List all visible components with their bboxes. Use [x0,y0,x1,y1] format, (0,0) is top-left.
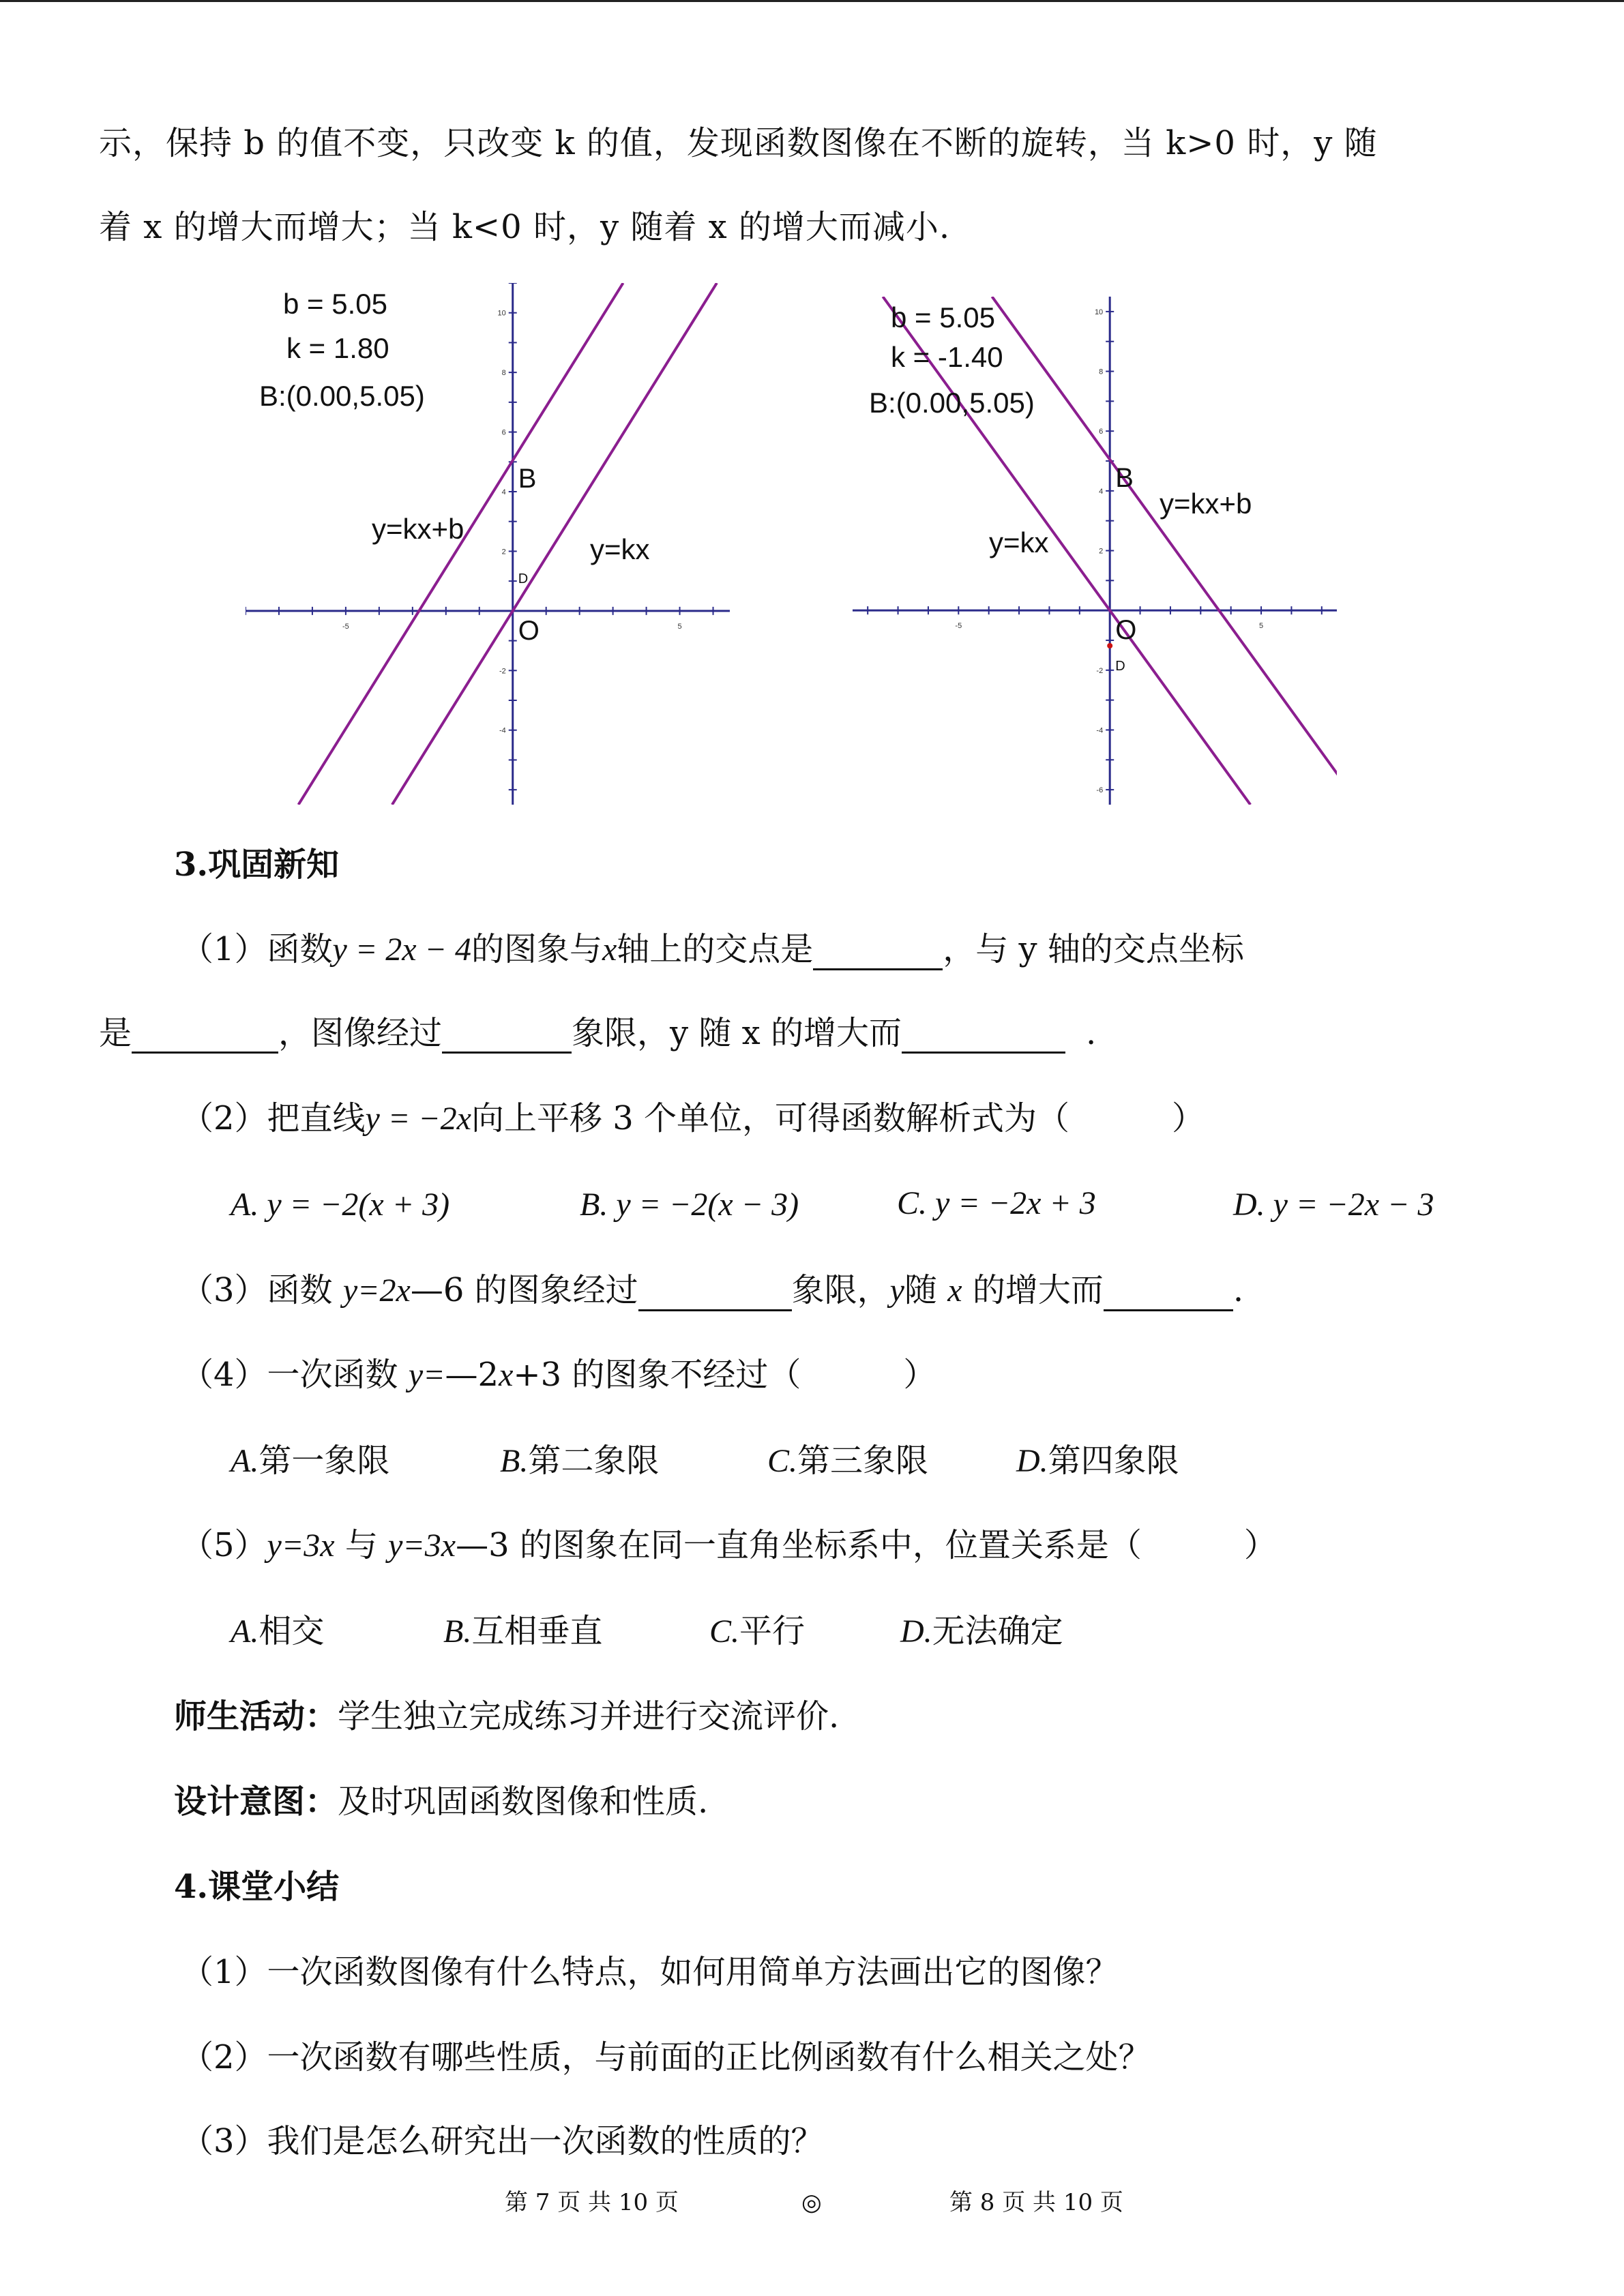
k-value-label: k = -1.40 [891,341,1003,373]
y-tick-label: -4 [1096,726,1104,735]
intro-line-2: 着 x 的增大而增大；当 k<0 时，y 随着 x 的增大而减小. [99,208,951,246]
line-label-y-kx: y=kx [989,526,1049,558]
line-label-y-kx-plus-b: y=kx+b [372,513,464,545]
q2-option-c: C. y = −2x + 3 [897,1185,1096,1221]
q2-option-d: D. y = −2x − 3 [1233,1187,1434,1223]
activity-line: 师生活动：学生独立完成练习并进行交流评价. [174,1697,840,1735]
y-tick-label: 8 [501,369,506,378]
x-tick-label: 5 [1259,622,1264,631]
y-tick-label: 10 [1094,308,1104,316]
y-tick-label: -2 [499,667,506,676]
footer-page-right: 第 8 页 共 10 页 [949,2189,1123,2216]
origin-label: O [518,615,540,646]
point-b-label: B [1115,462,1134,493]
q4-option-b: B.第二象限 [500,1442,660,1480]
q2-option-a: A. y = −2(x + 3) [231,1187,450,1223]
x-tick-label: -5 [342,622,349,631]
y-tick-label: 8 [1099,368,1104,376]
point-d-marker [1107,643,1112,648]
question-1-line-1: （1）函数y = 2x − 4的图象与x轴上的交点是 ，与 y 轴的交点坐标 [181,929,1244,970]
b-value-label: b = 5.05 [891,301,995,333]
y-tick-label: 2 [501,548,506,556]
graph-left [246,283,730,805]
section-4-heading: 4.课堂小结 [174,1868,340,1906]
q4-option-d: D.第四象限 [1016,1442,1179,1480]
origin-label: O [1115,615,1137,646]
x-tick-label: -5 [955,622,962,631]
summary-item-1: （1）一次函数图像有什么特点，如何用简单方法画出它的图像？ [181,1953,1119,1991]
footer-page-left: 第 7 页 共 10 页 [505,2189,679,2216]
answer-blank [132,1020,278,1054]
point-d-label: D [1115,659,1125,674]
answer-blank [813,937,943,970]
question-5: （5）y=3x 与 y=3x—3 的图象在同一直角坐标系中，位置关系是（ ） [181,1526,1277,1564]
q2-option-b: B. y = −2(x − 3) [580,1187,799,1223]
y-tick-label: -6 [1096,786,1104,795]
answer-blank [902,1020,1065,1054]
point-b-coordinates: B:(0.00,5.05) [869,387,1035,419]
top-border [0,0,1624,2]
section-3-heading: 3.巩固新知 [174,846,340,884]
answer-blank [442,1020,572,1054]
q5-option-b: B.互相垂直 [443,1612,603,1650]
q5-option-c: C.平行 [709,1612,806,1650]
y-tick-label: 4 [1099,487,1104,496]
line-label-y-kx: y=kx [590,533,650,565]
q2-formula: y = −2x [365,1101,471,1137]
intro-line-1: 示，保持 b 的值不变，只改变 k 的值，发现函数图像在不断的旋转，当 k>0 时，y 随 [99,124,1378,162]
q4-option-c: C.第三象限 [767,1442,929,1480]
question-4: （4）一次函数 y=—2x+3 的图象不经过（ ） [181,1356,936,1394]
point-b-coordinates: B:(0.00,5.05) [259,380,425,412]
y-tick-label: 6 [1099,428,1104,436]
point-d-label: D [518,571,529,586]
summary-item-3: （3）我们是怎么研究出一次函数的性质的？ [181,2122,824,2160]
b-value-label: b = 5.05 [283,288,387,320]
footer-separator: ◎ [801,2189,822,2216]
q5-option-a: A.相交 [231,1612,325,1650]
x-tick-label: 5 [677,622,682,631]
graph-right [853,297,1337,805]
k-value-label: k = 1.80 [286,332,389,364]
y-tick-label: 4 [501,488,506,496]
question-3: （3）函数 y=2x—6 的图象经过 象限，y随 x 的增大而 . [181,1270,1243,1311]
summary-item-2: （2）一次函数有哪些性质，与前面的正比例函数有什么相关之处？ [181,2038,1151,2076]
design-intent-line: 设计意图：及时巩固函数图像和性质. [174,1783,709,1821]
q5-option-d: D.无法确定 [900,1612,1063,1650]
y-tick-label: 2 [1099,547,1104,556]
line-label-y-kx-plus-b: y=kx+b [1160,488,1252,520]
question-2: （2）把直线y = −2x向上平移 3 个单位，可得函数解析式为（ ） [181,1099,1205,1137]
y-tick-label: -4 [499,726,506,735]
answer-blank [638,1278,792,1311]
question-1-line-2: 是 ，图像经过 象限，y 随 x 的增大而 . [99,1014,1097,1052]
q1-formula: y = 2x − 4 [332,931,471,968]
y-tick-label: -2 [1096,666,1104,675]
point-b-label: B [518,464,537,494]
answer-blank [1104,1278,1233,1311]
y-tick-label: 6 [501,428,506,437]
q4-option-a: A.第一象限 [231,1442,390,1480]
y-tick-label: 10 [497,309,506,318]
